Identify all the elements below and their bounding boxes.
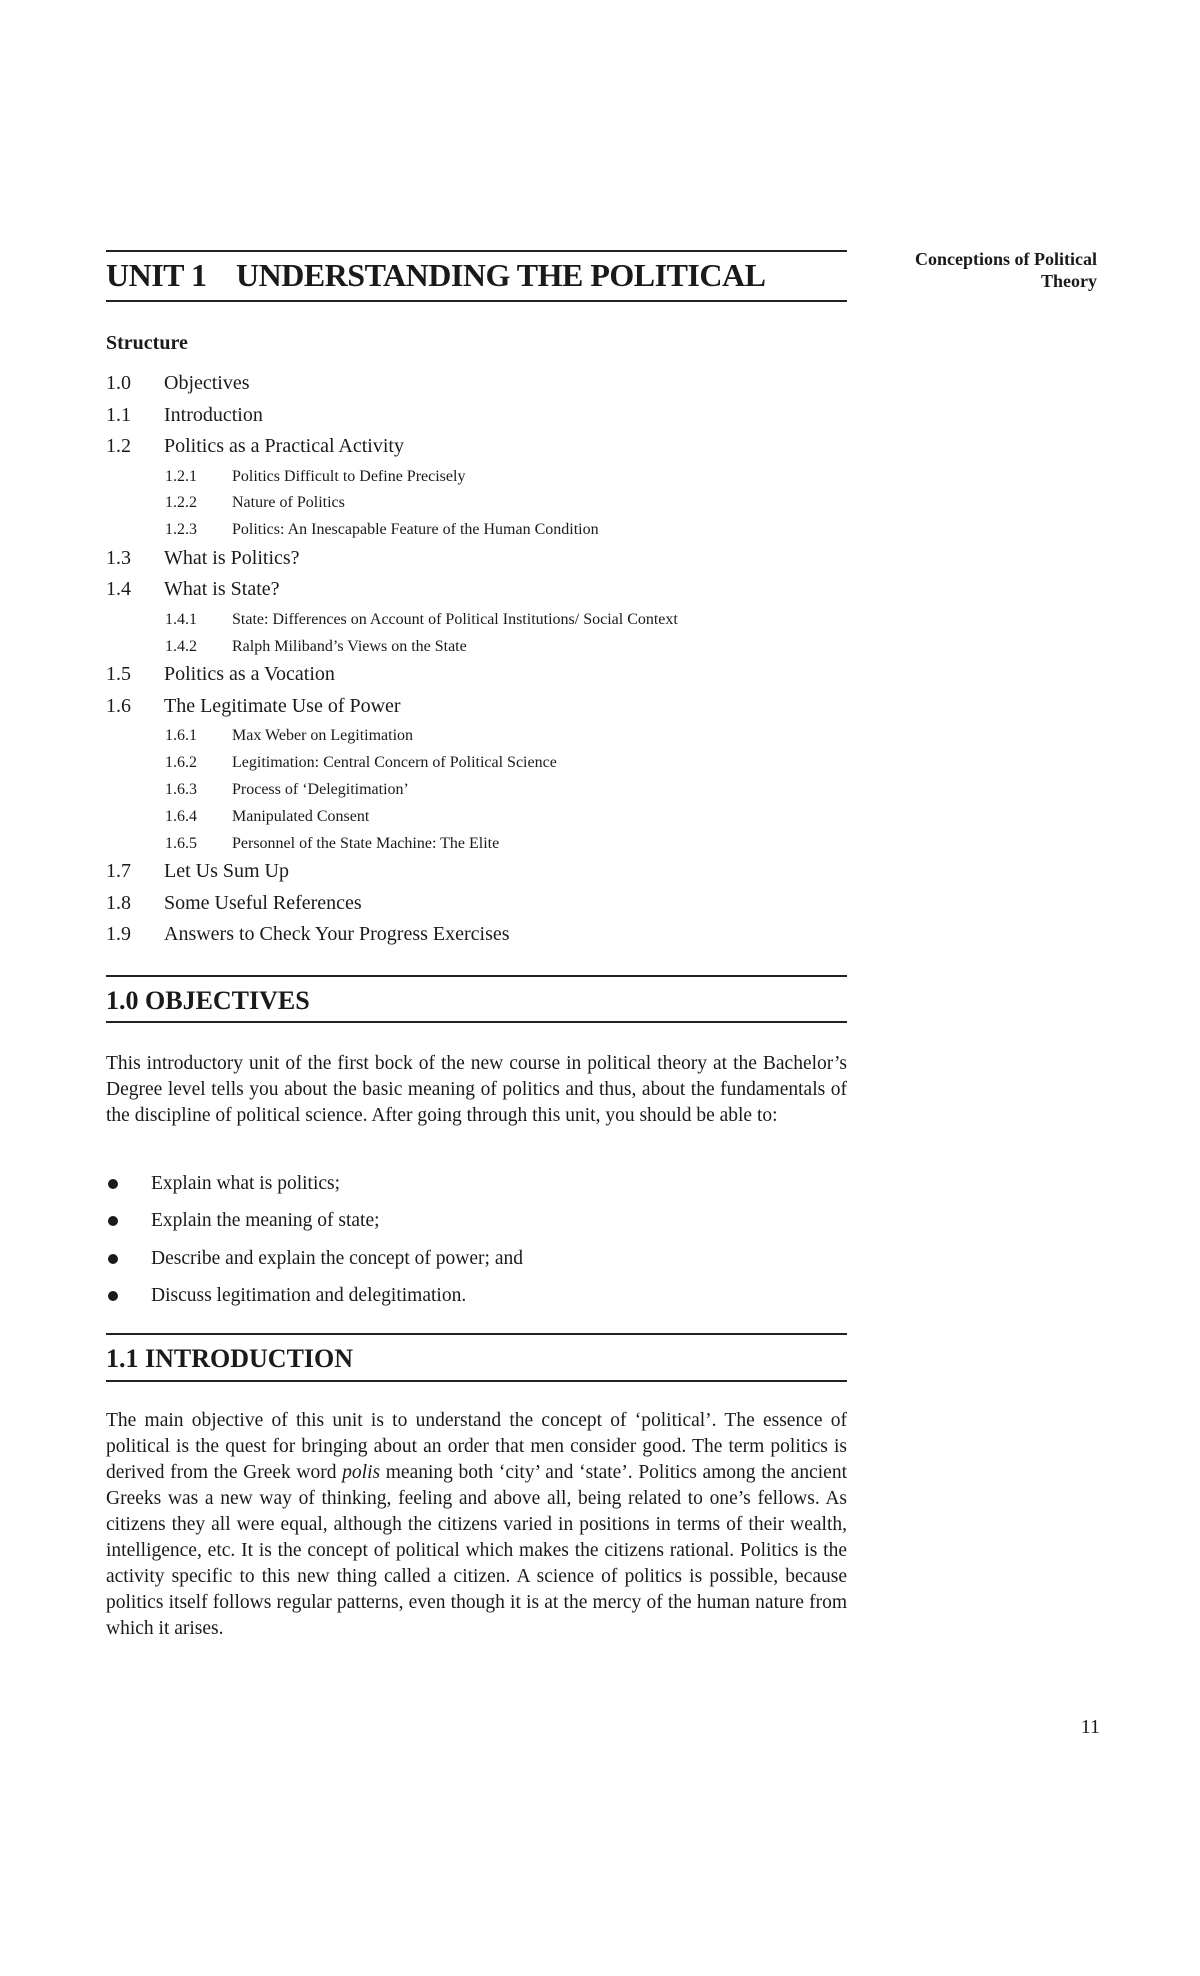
- toc-item-number: 1.9: [106, 923, 131, 946]
- toc-item-title: Objectives: [164, 372, 250, 394]
- toc-item: [106, 574, 847, 606]
- toc-item-number: 1.4: [106, 578, 131, 601]
- toc-item: [106, 888, 847, 920]
- toc-item-title: Politics Difficult to Define Precisely: [232, 467, 466, 485]
- toc-item: [106, 691, 847, 723]
- bullet-icon: [108, 1254, 118, 1264]
- toc-item: [106, 431, 847, 463]
- toc-item-number: 1.0: [106, 372, 131, 394]
- toc-item: [106, 606, 847, 633]
- toc-item-title: What is Politics?: [164, 546, 300, 569]
- bullet-icon: [108, 1216, 118, 1226]
- introduction-top-rule: [106, 1333, 847, 1335]
- objectives-heading: 1.0 OBJECTIVES: [106, 986, 310, 1015]
- bullet-text: Explain what is politics;: [151, 1173, 341, 1194]
- objectives-paragraph: This introductory unit of the first bock of the new course in political theory at the Bachelor’s Degree level tells you about the basic meaning of politics and thus, about the fundamentals of the discipline of political science. After going through this unit, you should be able to:: [106, 1053, 847, 1126]
- toc-item-title: Manipulated Consent: [232, 807, 370, 825]
- bullet-icon: [108, 1291, 118, 1301]
- toc-item-title: Process of ‘Delegitimation’: [232, 781, 409, 799]
- list-item: [106, 1283, 847, 1320]
- table-of-contents: [106, 368, 847, 951]
- toc-item: [106, 368, 847, 400]
- toc-item: [106, 633, 847, 660]
- toc-item-title: Max Weber on Legitimation: [232, 727, 414, 745]
- toc-item: [106, 659, 847, 691]
- toc-item-number: 1.6.4: [165, 807, 197, 825]
- objectives-bottom-rule: [106, 1021, 847, 1023]
- bullet-text: Describe and explain the concept of power; and: [151, 1247, 523, 1269]
- unit-title: [106, 255, 847, 295]
- toc-item-title: Answers to Check Your Progress Exercises: [164, 923, 510, 946]
- introduction-text-end: meaning both ‘city’ and ‘state’. Politics among the ancient Greeks was a new way of thinking, feeling and above all, being related to one’s fellows. As citizens they all were equal, although the citizens varied in positions in terms of their wealth, intelligence, etc. It is the concept of political which makes the citizens rational. Politics is the activity specific to this new thing called a citizen. A science of politics is possible, because politics itself follows regular patterns, even though it is at the mercy of the human nature from which it arises.: [106, 1462, 847, 1639]
- introduction-italic-term: polis: [342, 1462, 381, 1483]
- bullet-icon: [108, 1179, 118, 1189]
- toc-item: [106, 543, 847, 575]
- toc-item-title: Introduction: [164, 403, 263, 426]
- unit-title-text: UNDERSTANDING THE POLITICAL: [236, 257, 766, 293]
- list-item: [106, 1208, 847, 1245]
- toc-item-number: 1.6: [106, 694, 131, 717]
- toc-item-number: 1.2.3: [165, 521, 197, 539]
- toc-item-title: State: Differences on Account of Political Institutions/ Social Context: [232, 610, 678, 628]
- structure-label: Structure: [106, 332, 188, 354]
- toc-item: [106, 776, 847, 803]
- toc-item-number: 1.7: [106, 860, 131, 883]
- toc-item-number: 1.4.2: [165, 637, 197, 655]
- bullet-text: Discuss legitimation and delegitimation.: [151, 1284, 467, 1306]
- toc-item: [106, 749, 847, 776]
- toc-item-number: 1.2.2: [165, 494, 197, 512]
- toc-item-number: 1.6.5: [165, 834, 197, 852]
- toc-item: [106, 830, 847, 857]
- unit-number: UNIT 1: [106, 257, 207, 293]
- introduction-heading: 1.1 INTRODUCTION: [106, 1344, 354, 1373]
- toc-item-title: Legitimation: Central Concern of Political Science: [232, 754, 557, 772]
- objectives-top-rule: [106, 975, 847, 977]
- introduction-bottom-rule: [106, 1380, 847, 1382]
- unit-title-bottom-rule: [106, 300, 847, 302]
- toc-item-title: Politics: An Inescapable Feature of the Human Condition: [232, 521, 599, 539]
- toc-item-title: Politics as a Practical Activity: [164, 435, 404, 457]
- toc-item-number: 1.5: [106, 663, 131, 686]
- toc-item-number: 1.1: [106, 403, 131, 426]
- toc-item: [106, 722, 847, 749]
- page-number: 11: [1080, 1716, 1100, 1738]
- list-item: [106, 1246, 847, 1283]
- toc-item-number: 1.6.1: [165, 727, 197, 745]
- toc-item: [106, 489, 847, 516]
- toc-item-title: What is State?: [164, 578, 280, 601]
- toc-item-title: Nature of Politics: [232, 494, 345, 512]
- toc-item-number: 1.4.1: [165, 610, 197, 628]
- objectives-bullet-list: [106, 1171, 847, 1320]
- toc-item: [106, 516, 847, 543]
- toc-item-number: 1.6.2: [165, 754, 197, 772]
- toc-item: [106, 803, 847, 830]
- toc-item-title: Personnel of the State Machine: The Elite: [232, 834, 500, 852]
- toc-item: [106, 856, 847, 888]
- toc-item-title: The Legitimate Use of Power: [164, 694, 401, 717]
- toc-item: [106, 919, 847, 951]
- toc-item-number: 1.2.1: [165, 467, 197, 485]
- toc-item-title: Some Useful References: [164, 891, 362, 914]
- unit-title-top-rule: [106, 250, 847, 252]
- running-head: Conceptions of Political Theory: [915, 249, 1097, 291]
- introduction-paragraph: [106, 1408, 847, 1642]
- list-item: [106, 1171, 847, 1208]
- toc-item-title: Politics as a Vocation: [164, 663, 335, 686]
- toc-item-title: Ralph Miliband’s Views on the State: [232, 637, 467, 655]
- toc-item-number: 1.6.3: [165, 781, 197, 799]
- toc-item-number: 1.8: [106, 891, 131, 914]
- bullet-text: Explain the meaning of state;: [151, 1210, 380, 1232]
- toc-item: [106, 400, 847, 432]
- introduction-text-start: The main objective of this unit is to understand the concept of ‘political’. The essence of political is the quest for bringing about an order that men consider good. The term politics is derived from the Greek word: [106, 1410, 847, 1483]
- toc-item-number: 1.3: [106, 546, 131, 569]
- toc-item-title: Let Us Sum Up: [164, 860, 289, 883]
- toc-item-number: 1.2: [106, 435, 131, 457]
- toc-item: [106, 463, 847, 490]
